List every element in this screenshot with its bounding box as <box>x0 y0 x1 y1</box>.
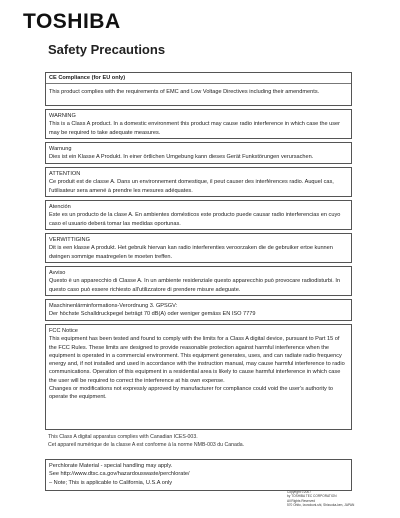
copyright-line-4: 570 Ohito, Izunokuni-shi, Shizuoka-ken, JAPAN <box>287 503 355 508</box>
perchlorate-link: See http://www.dtsc.ca.gov/hazardouswaste/perchlorate/ <box>49 471 190 478</box>
warning-de-heading: Warnung <box>49 146 72 152</box>
noise-de-box <box>45 299 352 321</box>
warning-nl-heading: VERWITTIGING <box>49 237 90 243</box>
canada-note-en: This Class A digital apparatus complies with Canadian ICES-003. <box>48 434 198 440</box>
warning-en-heading: WARNING <box>49 113 76 119</box>
canada-note <box>48 434 348 449</box>
fcc-notice-box <box>45 324 352 430</box>
warning-it-box <box>45 266 352 296</box>
fcc-body: This equipment has been tested and found to comply with the limits for a Class A digital device, pursuant to Part 15 of the FCC Rules. These limits are designed to provide reasonable protection against harmful interference when the equipment is operated in a commercial environment. This equipment generates, uses, and can radiate radio frequency energy and, if not installed and used in accordance with the instruction manual, may cause harmful interference to radio communications. Operation of this equipment in a residential area is likely to cause harmful interference in which case the user will be required to correct the interference at his own expense. <box>49 336 345 384</box>
perchlorate-box <box>45 459 352 491</box>
warning-en-box <box>45 109 352 139</box>
noise-de-body: Der höchste Schalldruckpegel beträgt 70 dB(A) oder weniger gemäss EN ISO 7779 <box>49 311 256 318</box>
copyright-line-1: Copyright ©2007 <box>287 490 311 494</box>
ce-body: This product complies with the requirements of EMC and Low Voltage Directives including their amendments. <box>49 89 320 96</box>
copyright-block <box>287 490 367 508</box>
toshiba-logo: TOSHIBA <box>23 10 121 33</box>
copyright-line-2: by TOSHIBA TEC CORPORATION <box>287 494 337 499</box>
warning-es-box <box>45 200 352 230</box>
copyright-line-3: All Rights Reserved <box>287 498 315 503</box>
warning-it-body: Questo è un apparecchio di Classe A. In un ambiente residenziale questo apparecchio può provocare radiodisturbi. In questo caso può essere richiesto all'utilizzatore di prendere misure adeguate. <box>49 278 341 293</box>
warning-nl-body: Dit is een klasse A produkt. Het gebruik hiervan kan radio interferenties veroorzaken die de gebruiker ertoe kunnen dwingen sommige maatregelen te moeten treffen. <box>49 245 333 260</box>
warning-de-body: Dies ist ein Klasse A Produkt. In einer örtlichen Umgebung kann dieses Gerät Funkstörungen verursachen. <box>49 154 314 161</box>
fcc-body-2: Changes or modifications not expressly approved by manufacturer for compliance could void the user's authority to operate the equipment. <box>49 386 334 401</box>
perchlorate-note: – Note; This is applicable to California, U.S.A only <box>49 479 173 486</box>
warning-es-body: Este es un producto de la clase A. En ambientes domésticos este producto puede causar radio interferencias en cuyo caso el usuario deberá tomar las medidas oportunas. <box>49 212 341 227</box>
warning-fr-body: Ce produit est de classe A. Dans un environnement domestique, il peut causer des interférences radio. Auquel cas, l'utilisateur sera amené à prendre les mesures adéquates. <box>49 179 334 194</box>
ce-compliance-box <box>45 72 352 106</box>
warning-nl-box <box>45 233 352 263</box>
warning-es-heading: Atención <box>49 204 71 210</box>
fcc-heading: FCC Notice <box>49 328 78 334</box>
noise-de-heading: Maschinenlärminformations-Verordnung 3. GPSGV: <box>49 303 178 309</box>
canada-note-fr: Cet appareil numérique de la classe A est conforme à la norme NMB-003 du Canada. <box>48 441 245 448</box>
warning-de-box <box>45 142 352 164</box>
warning-en-body: This is a Class A product. In a domestic environment this product may cause radio interference in which case the user may be required to take adequate measures. <box>49 121 341 136</box>
warning-fr-box <box>45 167 352 197</box>
warning-fr-heading: ATTENTION <box>49 171 81 177</box>
page-title: Safety Precautions <box>48 42 166 57</box>
warning-it-heading: Avviso <box>49 270 66 276</box>
perchlorate-heading: Perchlorate Material - special handling may apply. <box>49 463 173 469</box>
ce-heading: CE Compliance (for EU only) <box>46 73 351 84</box>
